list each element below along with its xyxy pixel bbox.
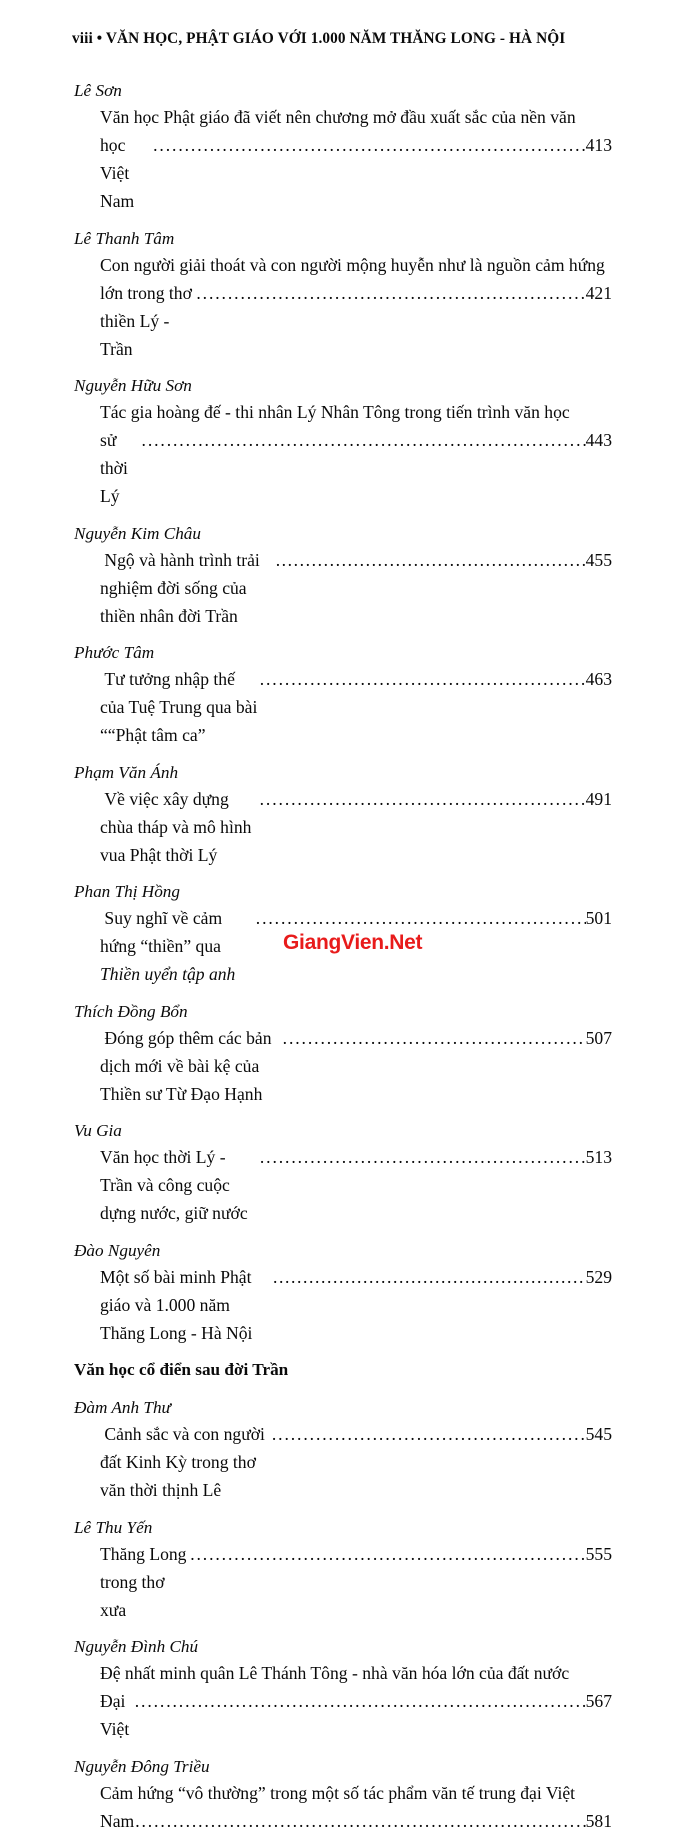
entry-title-line xyxy=(100,904,612,988)
toc-entry xyxy=(72,1754,612,1835)
entry-title-text: Tư tưởng nhập thế của Tuệ Trung qua bài ““Phật tâm ca” xyxy=(100,669,262,745)
entry-title-line xyxy=(100,279,612,363)
entry-title-block xyxy=(72,785,612,869)
entry-title-line xyxy=(100,131,612,215)
entry-author: Đào Nguyên xyxy=(74,1240,161,1260)
leader-dots xyxy=(256,904,586,932)
toc-entry xyxy=(72,879,612,988)
leader-dots xyxy=(276,546,586,574)
entry-title-text xyxy=(100,904,255,988)
entry-title-line xyxy=(100,1143,612,1227)
entry-author: Vu Gia xyxy=(74,1121,122,1140)
entry-page-number: 581 xyxy=(585,1810,612,1831)
entry-author: Lê Thu Yến xyxy=(74,1517,153,1537)
running-head: viii • VĂN HỌC, PHẬT GIÁO VỚI 1.000 NĂM THĂNG LONG - HÀ NỘI xyxy=(72,30,566,47)
leader-dots xyxy=(260,785,586,813)
entry-title-line xyxy=(100,398,612,426)
entry-title-text-tail xyxy=(235,964,244,984)
toc-entry xyxy=(72,760,612,869)
leader-dots xyxy=(273,1263,586,1291)
entry-author: Nguyễn Kim Châu xyxy=(74,523,201,543)
toc-entry xyxy=(72,521,612,630)
leader-dots xyxy=(283,1024,586,1052)
entry-title-block xyxy=(72,1263,612,1347)
toc-entry xyxy=(72,373,612,510)
entry-title-text: Nam xyxy=(100,1810,139,1831)
entry-title-block xyxy=(72,1143,612,1227)
entry-title-block xyxy=(72,1024,612,1108)
table-of-contents xyxy=(72,78,612,1845)
entry-title-block xyxy=(72,665,612,749)
entry-page-number: 529 xyxy=(585,1266,612,1287)
toc-entry xyxy=(72,999,612,1108)
entry-title-line xyxy=(100,1807,612,1835)
entry-title-text: sử thời Lý xyxy=(100,430,133,506)
entry-title-line xyxy=(100,1263,612,1347)
entry-title-line xyxy=(100,1659,612,1687)
entry-title-line xyxy=(100,785,612,869)
entry-title-block xyxy=(72,1420,612,1504)
entry-page-number: 455 xyxy=(585,549,612,570)
entry-page-number: 501 xyxy=(585,908,612,928)
watermark-giangvien: GiangVien.Net xyxy=(283,931,423,954)
entry-author: Nguyễn Hữu Sơn xyxy=(74,376,192,395)
entry-page-number: 413 xyxy=(585,135,612,155)
entry-title-text: học Việt Nam xyxy=(100,135,139,211)
entry-title-line xyxy=(100,665,612,749)
entry-title-text: Con người giải thoát và con người mộng huyễn như là nguồn cảm hứng xyxy=(100,254,605,275)
entry-title-work-name: Thiền uyển tập anh xyxy=(100,964,236,984)
entry-title-block xyxy=(72,103,612,215)
section-heading: Văn học cổ điển sau đời Trần xyxy=(74,1360,289,1379)
toc-entry xyxy=(72,1118,612,1227)
entry-title-block xyxy=(72,251,612,363)
entry-author: Đàm Anh Thư xyxy=(74,1398,171,1417)
entry-page-number: 491 xyxy=(585,788,612,809)
entry-author: Nguyễn Đông Triều xyxy=(74,1756,210,1776)
entry-title-line xyxy=(100,1024,612,1108)
leader-dots xyxy=(153,131,585,159)
entry-author: Thích Đồng Bổn xyxy=(74,1001,188,1021)
entry-title-text: Thăng Long trong thơ xưa xyxy=(100,1543,191,1620)
entry-author: Lê Thanh Tâm xyxy=(74,228,175,248)
entry-title-line xyxy=(100,1779,612,1807)
leader-dots xyxy=(190,1540,585,1568)
entry-page-number: 567 xyxy=(585,1691,612,1711)
entry-title-text: Về việc xây dựng chùa tháp và mô hình vua Phật thời Lý xyxy=(100,788,256,865)
entry-author: Lê Sơn xyxy=(74,81,122,100)
toc-entry xyxy=(72,226,612,363)
entry-title-block xyxy=(72,546,612,630)
entry-title-text: Đại Việt xyxy=(100,1691,134,1739)
leader-dots xyxy=(196,279,585,307)
leader-dots xyxy=(142,426,586,454)
leader-dots xyxy=(272,1420,586,1448)
entry-page-number: 555 xyxy=(585,1543,612,1564)
entry-title-line xyxy=(100,1687,612,1743)
entry-title-text: Đóng góp thêm các bản dịch mới về bài kệ của Thiền sư Từ Đạo Hạnh xyxy=(100,1027,276,1104)
entry-title-block xyxy=(72,1659,612,1743)
entry-author: Phước Tâm xyxy=(74,643,155,662)
entry-page-number: 513 xyxy=(585,1147,612,1167)
entry-title-line xyxy=(100,426,612,510)
entry-author: Phan Thị Hồng xyxy=(74,882,180,901)
entry-title-block xyxy=(72,904,612,988)
toc-entry xyxy=(72,1395,612,1504)
entry-title-text: Tác gia hoàng đế - thi nhân Lý Nhân Tông trong tiến trình văn học xyxy=(100,402,570,422)
entry-title-line xyxy=(100,103,612,131)
entry-author: Nguyễn Đình Chú xyxy=(74,1637,199,1656)
entry-title-text: Cảm hứng “vô thường” trong một số tác phẩm văn tế trung đại Việt xyxy=(100,1782,576,1803)
entry-page-number: 463 xyxy=(585,669,612,689)
entry-title-block xyxy=(72,1779,612,1835)
entry-title-block xyxy=(72,1540,612,1624)
leader-dots xyxy=(260,1143,586,1171)
entry-title-block xyxy=(72,398,612,510)
entry-title-text: Một số bài minh Phật giáo và 1.000 năm Thăng Long - Hà Nội xyxy=(100,1266,256,1343)
entry-title-line xyxy=(100,1540,612,1624)
entry-title-line xyxy=(100,1420,612,1504)
toc-entry xyxy=(72,1238,612,1347)
entry-author: Phạm Văn Ánh xyxy=(74,762,179,782)
toc-entry xyxy=(72,1634,612,1743)
leader-dots xyxy=(135,1687,586,1715)
entry-title-line xyxy=(100,251,612,279)
entry-title-text: lớn trong thơ thiền Lý - Trần xyxy=(100,282,197,359)
entry-title-text: Đệ nhất minh quân Lê Thánh Tông - nhà văn hóa lớn của đất nước xyxy=(100,1663,570,1683)
entry-title-text: Văn học Phật giáo đã viết nên chương mở đầu xuất sắc của nền văn xyxy=(100,107,576,127)
entry-title-text: Văn học thời Lý - Trần và công cuộc dựng nước, giữ nước xyxy=(100,1147,248,1223)
entry-page-number: 443 xyxy=(585,430,612,450)
toc-entry xyxy=(72,78,612,215)
entry-title-text: Cảnh sắc và con người đất Kinh Kỳ trong thơ văn thời thịnh Lê xyxy=(100,1424,270,1500)
entry-title-text-plain: Suy nghĩ về cảm hứng “thiền” qua xyxy=(100,908,227,956)
entry-title-text: Ngộ và hành trình trải nghiệm đời sống của thiền nhân đời Trần xyxy=(100,549,265,626)
entry-title-line xyxy=(100,546,612,630)
toc-entry xyxy=(72,640,612,749)
entry-page-number: 421 xyxy=(585,282,612,303)
toc-entry xyxy=(72,1515,612,1624)
leader-dots xyxy=(135,1807,585,1835)
entry-page-number: 545 xyxy=(585,1424,612,1444)
leader-dots xyxy=(260,665,586,693)
entry-page-number: 507 xyxy=(585,1027,612,1048)
